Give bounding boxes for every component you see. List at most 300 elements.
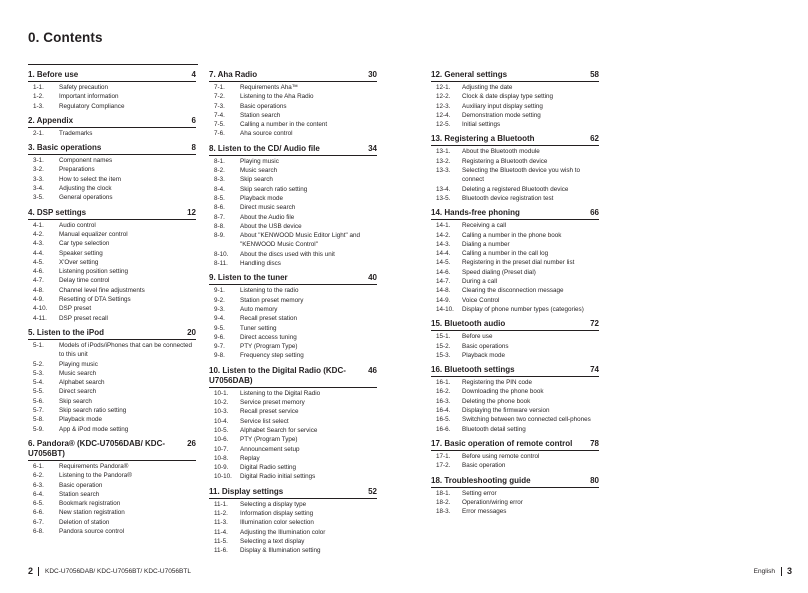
toc-item-number: 6-7. (33, 518, 44, 526)
toc-item-label: Bluetooth device registration test (462, 194, 554, 202)
toc-item[interactable] (28, 314, 196, 323)
toc-item-number: 12-2. (436, 93, 451, 101)
toc-item[interactable] (431, 268, 599, 277)
toc-section (209, 366, 377, 482)
section-title: 11. Display settings (209, 486, 284, 496)
section-title: 5. Listen to the iPod (28, 327, 105, 337)
toc-item[interactable] (431, 277, 599, 286)
section-heading[interactable] (431, 365, 599, 377)
toc-item[interactable] (28, 175, 196, 184)
toc-item[interactable] (209, 296, 377, 305)
section-heading[interactable] (28, 70, 196, 82)
toc-item[interactable] (28, 249, 196, 258)
toc-item-number: 5-2. (33, 360, 44, 368)
toc-item-label: Basic operation (462, 462, 506, 470)
section-heading[interactable] (209, 366, 377, 388)
toc-column-2 (209, 70, 377, 560)
toc-item-number: 12-5. (436, 121, 451, 129)
toc-item-number: 11-5. (214, 537, 228, 545)
toc-item-label: Auxiliary input display setting (462, 102, 543, 110)
toc-item-number: 16-3. (436, 397, 451, 405)
section-page-number: 30 (368, 70, 377, 79)
toc-item[interactable] (209, 537, 377, 546)
toc-item-number: 4-7. (33, 277, 44, 285)
toc-item[interactable] (209, 333, 377, 342)
toc-item[interactable] (431, 102, 599, 111)
toc-item[interactable] (431, 406, 599, 415)
toc-item[interactable] (431, 185, 599, 194)
section-page-number: 72 (590, 319, 599, 329)
toc-item-label: Skip search ratio setting (240, 185, 308, 193)
toc-item[interactable] (209, 102, 377, 111)
toc-item-number: 4-3. (33, 240, 44, 248)
toc-item-label: Resetting of DTA Settings (59, 296, 131, 304)
toc-item[interactable] (28, 415, 196, 424)
title-divider (28, 64, 198, 65)
toc-item[interactable] (431, 240, 599, 249)
toc-item-number: 13-4. (436, 185, 451, 193)
toc-item[interactable] (28, 369, 196, 378)
toc-item[interactable] (209, 286, 377, 295)
toc-item[interactable] (28, 490, 196, 499)
toc-item-number: 13-1. (436, 148, 451, 156)
section-page-number: 12 (187, 207, 196, 217)
section-heading[interactable] (431, 208, 599, 220)
toc-item-label: Skip search ratio setting (59, 407, 127, 415)
toc-item[interactable] (28, 258, 196, 267)
toc-item[interactable] (28, 230, 196, 239)
toc-item[interactable] (209, 175, 377, 184)
toc-item-number: 9-3. (214, 305, 225, 313)
toc-section (431, 208, 599, 314)
toc-item[interactable] (209, 324, 377, 333)
section-title: 4. DSP settings (28, 207, 87, 217)
toc-item-number: 14-2. (436, 231, 451, 239)
section-page-number: 78 (590, 438, 599, 448)
toc-item[interactable] (28, 518, 196, 527)
toc-item[interactable] (209, 463, 377, 472)
toc-item-number: 2-1. (33, 129, 44, 137)
toc-item-label: New station registration (59, 509, 125, 517)
toc-item[interactable] (28, 286, 196, 295)
toc-item-label: DSP preset (59, 305, 92, 313)
toc-item[interactable] (28, 83, 196, 92)
toc-item[interactable] (209, 120, 377, 129)
toc-item[interactable] (431, 258, 599, 267)
section-heading[interactable] (431, 70, 599, 82)
toc-item-number: 11-4. (214, 528, 228, 536)
toc-item[interactable] (209, 500, 377, 509)
toc-item[interactable] (431, 249, 599, 258)
toc-item-number: 12-4. (436, 111, 451, 119)
toc-item-number: 7-2. (214, 93, 225, 101)
toc-item[interactable] (431, 461, 599, 470)
toc-item-number: 9-5. (214, 324, 225, 332)
toc-item-number: 11-3. (214, 519, 228, 527)
toc-item-number: 13-3. (436, 167, 451, 175)
section-heading[interactable] (28, 143, 196, 155)
toc-item-label: Direct access tuning (240, 333, 297, 341)
toc-item-number: 5-4. (33, 379, 44, 387)
toc-item[interactable] (431, 231, 599, 240)
toc-item-number: 8-7. (214, 213, 225, 221)
toc-item-label: Requirements Aha™ (240, 84, 299, 91)
toc-item[interactable] (209, 417, 377, 426)
section-heading[interactable] (28, 116, 196, 128)
toc-item-label: About the Audio file (240, 213, 295, 221)
toc-item[interactable] (209, 528, 377, 537)
toc-item-number: 12-3. (436, 102, 451, 110)
toc-item[interactable] (28, 304, 196, 313)
toc-item[interactable] (28, 481, 196, 490)
toc-item[interactable] (209, 83, 377, 92)
toc-item[interactable] (209, 305, 377, 314)
toc-item-number: 1-3. (33, 102, 44, 110)
toc-item[interactable] (28, 193, 196, 202)
section-heading[interactable] (28, 208, 196, 220)
toc-item[interactable] (28, 102, 196, 111)
toc-item-number: 8-10. (214, 250, 229, 258)
toc-item[interactable] (209, 157, 377, 166)
toc-section (28, 208, 196, 323)
toc-item-number: 14-8. (436, 287, 451, 295)
toc-item-label: During a call (462, 278, 497, 286)
toc-item[interactable] (431, 498, 599, 507)
section-title: 8. Listen to the CD/ Audio file (209, 143, 320, 153)
section-title: 15. Bluetooth audio (431, 319, 506, 329)
section-page-number: 62 (590, 134, 599, 144)
footer-page-number-right: 3 (786, 566, 792, 576)
toc-item-label: Station preset memory (240, 296, 304, 304)
toc-item-number: 9-4. (214, 315, 225, 323)
toc-column-3 (431, 70, 599, 521)
toc-item[interactable] (431, 452, 599, 461)
section-heading[interactable] (431, 134, 599, 146)
toc-item[interactable] (209, 426, 377, 435)
toc-item-number: 13-2. (436, 157, 451, 165)
toc-item-label: Illumination color selection (240, 519, 314, 527)
toc-item[interactable] (28, 425, 196, 434)
toc-item-label: Deleting the phone book (462, 397, 531, 405)
section-page-number: 4 (191, 70, 196, 79)
toc-item-number: 5-5. (33, 388, 44, 396)
section-heading[interactable] (28, 328, 196, 340)
toc-item-label: Requirements Pandora® (59, 462, 129, 470)
section-page-number: 34 (368, 143, 377, 153)
toc-section (209, 144, 377, 269)
section-page-number: 6 (191, 115, 196, 125)
toc-item[interactable] (431, 305, 599, 314)
toc-item-label: Tuner setting (240, 324, 277, 332)
toc-item[interactable] (431, 397, 599, 406)
toc-item-number: 15-1. (436, 333, 451, 341)
toc-item-label: Adjusting the clock (59, 185, 112, 193)
toc-item-label: Regulatory Compliance (59, 102, 125, 110)
toc-item-label: Before use (462, 333, 493, 341)
toc-item[interactable] (431, 332, 599, 341)
toc-item-label: Initial settings (462, 121, 501, 129)
toc-item-label: Digital Radio initial settings (240, 473, 316, 481)
toc-item[interactable] (209, 435, 377, 444)
toc-item[interactable] (431, 92, 599, 101)
toc-item-number: 18-1. (436, 489, 451, 497)
toc-item[interactable] (209, 546, 377, 555)
toc-item-label: Calling a number in the call log (462, 250, 549, 258)
toc-item-label: Safety precaution (59, 84, 109, 91)
toc-item-label: How to select the item (59, 175, 121, 183)
footer-left (28, 566, 191, 576)
toc-item-number: 11-6. (214, 547, 228, 555)
toc-item-label: About "KENWOOD Music Editor Light" and "KENWOOD Music Control" (240, 232, 360, 249)
toc-item-number: 4-8. (33, 286, 44, 294)
toc-section (28, 328, 196, 434)
toc-item-number: 8-1. (214, 157, 225, 165)
toc-item[interactable] (431, 221, 599, 230)
toc-item[interactable] (28, 267, 196, 276)
toc-item-number: 3-5. (33, 194, 44, 202)
toc-item-number: 16-5. (436, 416, 451, 424)
toc-item-number: 1-2. (33, 93, 44, 101)
toc-item-label: Adjusting the date (462, 84, 513, 91)
footer-right (754, 566, 792, 576)
toc-item-number: 9-7. (214, 343, 225, 351)
toc-item-number: 10-3. (214, 408, 229, 416)
toc-item[interactable] (209, 111, 377, 120)
toc-item-number: 6-3. (33, 481, 44, 489)
toc-item-number: 7-4. (214, 111, 225, 119)
toc-item-label: Listening to the radio (240, 287, 299, 295)
section-heading[interactable] (209, 70, 377, 82)
toc-item-label: Selecting a text display (240, 537, 305, 545)
toc-item-number: 6-5. (33, 500, 44, 508)
toc-item-label: About the discs used with this unit (240, 250, 335, 258)
toc-item-label: Direct search (59, 388, 97, 396)
toc-item-label: Replay (240, 454, 260, 462)
toc-item-label: Station search (59, 490, 100, 498)
toc-item-number: 14-6. (436, 268, 451, 276)
toc-item[interactable] (209, 203, 377, 212)
toc-item-label: Bookmark registration (59, 500, 121, 508)
toc-section (28, 70, 196, 111)
toc-item[interactable] (431, 296, 599, 305)
toc-item[interactable] (28, 499, 196, 508)
section-title: 2. Appendix (28, 115, 74, 125)
toc-item-label: Playback mode (462, 351, 506, 359)
toc-item-label: Clearing the disconnection message (462, 287, 564, 295)
toc-item-label: Channel level fine adjustments (59, 286, 145, 294)
section-heading[interactable] (431, 439, 599, 451)
footer-separator (38, 567, 39, 576)
section-page-number: 52 (368, 486, 377, 496)
toc-section (431, 134, 599, 203)
toc-item[interactable] (209, 342, 377, 351)
section-title: 7. Aha Radio (209, 70, 258, 79)
toc-section (431, 476, 599, 517)
toc-item[interactable] (28, 508, 196, 517)
toc-item-number: 6-1. (33, 462, 44, 470)
toc-item[interactable] (431, 147, 599, 156)
section-title: 14. Hands-free phoning (431, 208, 520, 218)
toc-item-number: 4-5. (33, 258, 44, 266)
toc-item[interactable] (431, 489, 599, 498)
toc-item[interactable] (28, 165, 196, 174)
toc-item-label: Service list select (240, 417, 289, 425)
toc-item[interactable] (209, 509, 377, 518)
toc-section (431, 439, 599, 471)
toc-item[interactable] (209, 259, 377, 268)
toc-item-number: 9-2. (214, 296, 225, 304)
toc-item[interactable] (209, 407, 377, 416)
toc-item[interactable] (28, 184, 196, 193)
toc-item-label: Before using remote control (462, 452, 540, 460)
section-heading[interactable] (431, 476, 599, 488)
footer-models: KDC-U7056DAB/ KDC-U7056BT/ KDC-U7056BTL (45, 567, 191, 575)
toc-item[interactable] (431, 157, 599, 166)
toc-item-number: 6-4. (33, 490, 44, 498)
toc-item[interactable] (209, 454, 377, 463)
toc-item[interactable] (209, 445, 377, 454)
toc-item-label: About the USB device (240, 222, 302, 230)
toc-item[interactable] (431, 378, 599, 387)
toc-item-number: 7-1. (214, 84, 225, 91)
toc-item[interactable] (28, 462, 196, 471)
section-page-number: 58 (590, 70, 599, 79)
toc-item[interactable] (209, 472, 377, 481)
toc-item-number: 10-9. (214, 464, 229, 472)
toc-item[interactable] (209, 222, 377, 231)
toc-item[interactable] (431, 415, 599, 424)
toc-item[interactable] (431, 387, 599, 396)
toc-item-label: Important information (59, 93, 119, 101)
toc-item[interactable] (28, 156, 196, 165)
toc-item[interactable] (209, 213, 377, 222)
section-heading[interactable] (209, 273, 377, 285)
toc-item-label: Playback mode (240, 194, 284, 202)
toc-item[interactable] (209, 389, 377, 398)
toc-item[interactable] (28, 276, 196, 285)
toc-item[interactable] (431, 166, 599, 185)
toc-item-label: About the Bluetooth module (462, 148, 540, 156)
toc-item-label: Operation/wiring error (462, 498, 523, 506)
toc-item[interactable] (209, 92, 377, 101)
toc-item-label: Skip search (240, 176, 273, 184)
toc-item-label: Frequency step setting (240, 352, 304, 360)
toc-item-label: PTY (Program Type) (240, 343, 298, 351)
toc-item[interactable] (431, 194, 599, 203)
toc-item-number: 16-2. (436, 388, 451, 396)
toc-item-label: Music search (240, 167, 278, 175)
toc-item-label: X'Over setting (59, 258, 99, 266)
toc-item[interactable] (28, 471, 196, 480)
toc-item[interactable] (431, 83, 599, 92)
footer-separator (781, 567, 782, 576)
toc-section (28, 439, 196, 536)
toc-item[interactable] (431, 507, 599, 516)
toc-item-label: Delay time control (59, 277, 110, 285)
toc-item-number: 4-10. (33, 305, 48, 313)
section-page-number: 46 (368, 365, 377, 375)
toc-item[interactable] (28, 406, 196, 415)
toc-item[interactable] (431, 111, 599, 120)
section-heading[interactable] (209, 487, 377, 499)
toc-item[interactable] (28, 129, 196, 138)
toc-item-label: Receiving a call (462, 222, 507, 230)
toc-item[interactable] (28, 397, 196, 406)
toc-item[interactable] (209, 314, 377, 323)
section-title: 10. Listen to the Digital Radio (KDC-U7056DAB) (209, 365, 346, 385)
toc-item[interactable] (28, 378, 196, 387)
toc-item-label: Bluetooth detail setting (462, 425, 526, 433)
toc-item-number: 10-4. (214, 417, 229, 425)
toc-item[interactable] (209, 194, 377, 203)
toc-section (209, 70, 377, 139)
section-heading[interactable] (431, 319, 599, 331)
toc-item[interactable] (28, 360, 196, 369)
section-title: 18. Troubleshooting guide (431, 475, 531, 485)
footer-language: English (753, 567, 775, 575)
toc-item[interactable] (209, 231, 377, 250)
toc-item[interactable] (209, 129, 377, 138)
toc-item[interactable] (209, 518, 377, 527)
toc-item[interactable] (431, 120, 599, 129)
toc-item[interactable] (28, 295, 196, 304)
toc-item[interactable] (431, 351, 599, 360)
toc-item[interactable] (209, 351, 377, 360)
toc-item[interactable] (431, 286, 599, 295)
section-title: 6. Pandora® (KDC-U7056DAB/ KDC-U7056BT) (28, 438, 166, 458)
toc-section (28, 143, 196, 202)
toc-item-label: Music search (59, 369, 97, 377)
toc-item-number: 3-4. (33, 185, 44, 193)
section-page-number: 26 (187, 438, 196, 448)
toc-item-number: 16-4. (436, 407, 451, 415)
toc-item-number: 4-4. (33, 249, 44, 257)
toc-item[interactable] (209, 185, 377, 194)
toc-item-number: 16-6. (436, 425, 451, 433)
toc-item[interactable] (431, 342, 599, 351)
toc-item-label: Deletion of station (59, 518, 110, 526)
toc-item-number: 12-1. (436, 84, 451, 91)
section-page-number: 80 (590, 475, 599, 485)
toc-item[interactable] (28, 221, 196, 230)
toc-item[interactable] (28, 239, 196, 248)
toc-item-label: Listening position setting (59, 268, 128, 276)
toc-item[interactable] (28, 387, 196, 396)
toc-item-number: 3-1. (33, 157, 44, 165)
toc-item[interactable] (28, 92, 196, 101)
toc-item[interactable] (209, 398, 377, 407)
toc-item-number: 7-6. (214, 130, 225, 138)
toc-item[interactable] (209, 166, 377, 175)
section-page-number: 66 (590, 208, 599, 218)
toc-item-number: 10-1. (214, 389, 229, 397)
toc-item-label: Calling a number in the phone book (462, 231, 562, 239)
toc-item[interactable] (28, 527, 196, 536)
section-heading[interactable] (28, 439, 196, 461)
section-title: 12. General settings (431, 70, 508, 79)
toc-item-number: 3-3. (33, 175, 44, 183)
toc-item[interactable] (28, 341, 196, 360)
toc-item-label: Setting error (462, 489, 497, 497)
section-page-number: 8 (191, 143, 196, 153)
toc-item-label: Speed dialing (Preset dial) (462, 268, 536, 276)
toc-item-number: 8-4. (214, 185, 225, 193)
toc-item[interactable] (209, 250, 377, 259)
toc-item[interactable] (431, 425, 599, 434)
toc-item-label: Dialing a number (462, 240, 510, 248)
toc-item-label: Registering a Bluetooth device (462, 157, 548, 165)
section-heading[interactable] (209, 144, 377, 156)
